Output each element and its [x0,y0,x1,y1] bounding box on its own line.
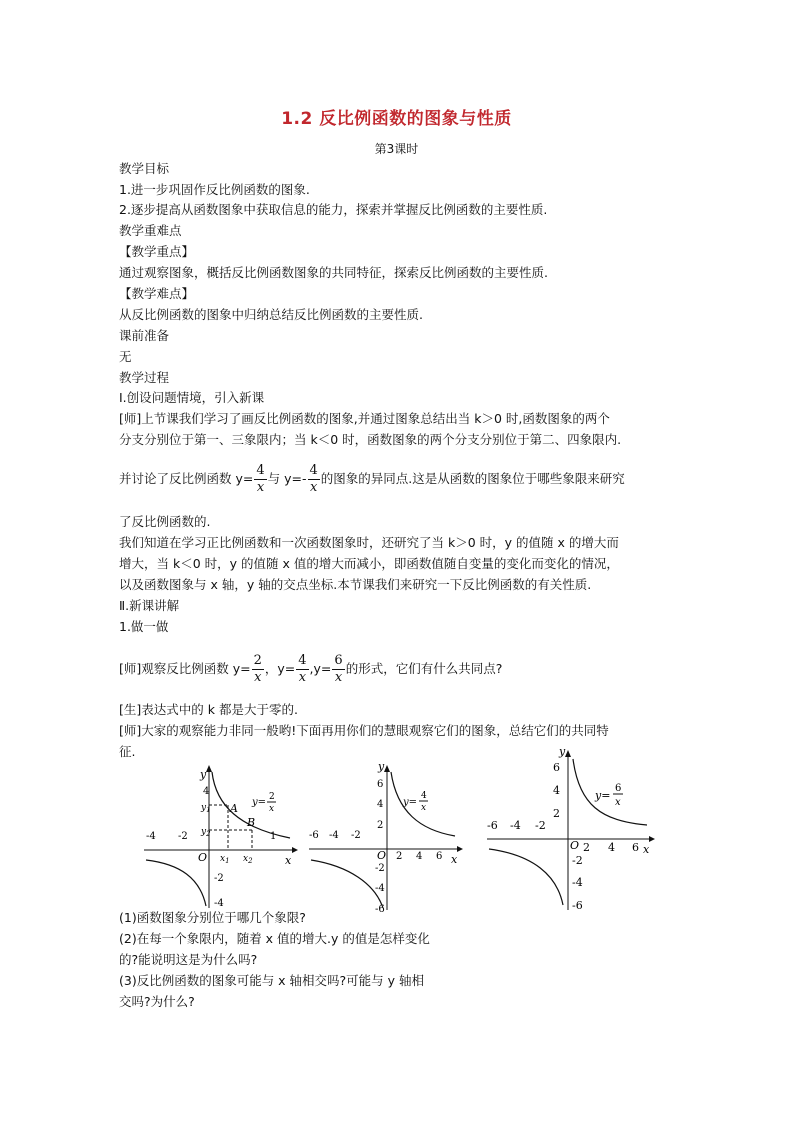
y-tick-label: -2 [214,873,224,884]
origin-label: O [570,839,580,852]
fraction-4-over-x [308,463,320,496]
fraction-6-over-x [332,653,344,686]
fraction-numerator: 2 [253,653,262,668]
key-point-text: 通过观察图象，概括反比例函数图象的共同特征，探索反比例函数的主要性质. [119,265,548,280]
question-2: (2)在每一个象限内，随着 x 值的增大.y 的值是怎样变化 [119,931,430,946]
fraction-numerator: 4 [298,653,307,668]
question-3: (3)反比例函数的图象可能与 x 轴相交吗?可能与 y 轴相 [119,973,425,988]
paragraph-line: [师]上节课我们学习了画反比例函数的图象,并通过图象总结出当 k＞0 时,函数图象的两个 [119,411,610,426]
fraction-numerator: 6 [334,653,343,668]
y-tick-label: -6 [375,904,385,912]
paragraph-line: 分支分别位于第一、三象限内；当 k＜0 时，函数图象的两个分支分别位于第二、四象限内. [119,432,622,447]
section-heading-process: 教学过程 [119,370,170,385]
x-tick-label: -2 [535,819,546,832]
point-b-label: B [247,816,256,829]
text-segment: 的图象的异同点.这是从函数的图象位于哪些象限来研究 [320,471,625,486]
y-tick-label: 4 [203,786,210,797]
y-tick-label: -2 [375,863,385,874]
function-label-denominator: x [615,797,621,808]
x-tick-label: 1 [270,831,277,842]
paragraph-line: [师]大家的观察能力非同一般哟!下面再用你们的慧眼观察它们的图象，总结它们的共同特 [119,723,609,738]
x2-label: $x_2$ [243,854,253,865]
origin-label: O [198,851,208,864]
hyperbola-branch-q3 [146,860,206,906]
x1-label: $x_1$ [220,854,230,865]
text-segment: 与 y=- [267,471,307,486]
fraction-numerator: 4 [309,463,318,478]
x-axis-label: x [643,843,650,856]
y1-label: $y_1$ [201,803,211,814]
text-segment: [师]观察反比例函数 y= [119,661,251,676]
paragraph-line: 了反比例函数的. [119,514,211,529]
paragraph-line: 以及函数图象与 x 轴，y 轴的交点坐标.本节课我们来研究一下反比例函数的有关性质. [119,577,592,592]
paragraph-line: 我们知道在学习正比例函数和一次函数图象时，还研究了当 k＞0 时，y 的值随 x 的增大而 [119,535,619,550]
y-axis-label: y [378,760,385,773]
fraction-denominator: x [256,480,265,495]
fraction-denominator: x [298,670,307,685]
fraction-4-over-x [296,653,308,686]
text-segment: 的形式，它们有什么共同点? [345,661,503,676]
preparation-text: 无 [119,349,132,364]
x-tick-label: 4 [608,841,615,854]
x-tick-label: 2 [396,851,403,862]
question-1: (1)函数图象分别位于哪几个象限? [119,910,306,925]
y-tick-label: 6 [553,761,560,774]
section-heading-preparation: 课前准备 [119,328,170,343]
fraction-denominator: x [334,670,343,685]
hyperbola-branch-q3 [489,849,563,905]
y-axis-label: y [559,745,566,758]
paragraph-line-with-fractions [119,461,625,497]
paragraph-line: 增大，当 k＜0 时，y 的值随 x 值的增大而减小，即函数值随自变量的变化而变化的情况， [119,556,619,571]
x-tick-label: -2 [178,831,188,842]
paragraph-line: [生]表达式中的 k 都是大于零的. [119,702,298,717]
x-tick-label: -4 [510,819,521,832]
function-label: y= [252,797,267,808]
fraction-4-over-x [254,463,266,496]
key-point-label: 【教学重点】 [119,244,195,259]
page-title: 1.2 反比例函数的图象与性质 [281,109,512,129]
function-label-denominator: x [421,803,427,813]
y-tick-label: -4 [214,898,224,909]
point-a-label: A [230,802,238,815]
question-2-continued: 的?能说明这是为什么吗? [119,952,258,967]
x-tick-label: 6 [436,851,443,862]
function-label-numerator: 4 [421,791,427,801]
x-tick-label: -2 [351,830,361,841]
y-axis-arrow [206,765,212,772]
y2-label: $y_2$ [201,827,211,838]
x-tick-label: 6 [632,841,639,854]
y-axis-label: y [200,768,207,781]
origin-label: O [377,849,387,862]
x-tick-label: 2 [583,841,590,854]
x-axis-arrow [457,846,463,852]
y-axis-arrow [384,765,390,772]
graph-y-4-over-x [305,760,465,912]
function-label-denominator: x [269,804,275,814]
activity-heading: 1.做一做 [119,619,169,634]
lesson-number: 第3课时 [374,142,419,156]
objective-1: 1.进一步巩固作反比例函数的图象. [119,182,310,197]
y-tick-label: -4 [375,883,385,894]
text-segment: ,y= [309,661,332,676]
function-label: y= [403,797,418,808]
y-tick-label: 4 [553,784,560,797]
y-axis-arrow [565,750,571,757]
function-label: y= [595,789,611,802]
paragraph-line-with-fractions [119,651,502,687]
x-tick-label: -6 [487,819,498,832]
part-1-heading: Ⅰ.创设问题情境，引入新课 [119,390,265,405]
x-axis-arrow [649,836,655,842]
fraction-numerator: 4 [256,463,265,478]
section-heading-key-points: 教学重难点 [119,223,182,238]
y-tick-label: -4 [572,876,583,889]
text-segment: 并讨论了反比例函数 y= [119,471,254,486]
paragraph-line: 征. [119,744,136,759]
x-tick-label: -6 [309,830,319,841]
y-tick-label: 2 [377,820,384,831]
function-label-numerator: 6 [615,783,622,794]
x-axis-label: x [285,854,292,867]
y-tick-label: 4 [377,799,384,810]
y-tick-label: -6 [572,899,583,912]
question-3-continued: 交吗?为什么? [119,994,195,1009]
x-axis-arrow [292,847,298,853]
text-segment: ，y= [264,661,296,676]
graph-y-6-over-x [483,745,658,913]
hyperbola-branch-q3 [311,860,383,908]
fraction-denominator: x [254,670,262,685]
x-tick-label: -4 [329,830,339,841]
x-tick-label: 4 [416,851,423,862]
objective-2: 2.逐步提高从函数图象中获取信息的能力，探索并掌握反比例函数的主要性质. [119,202,548,217]
part-2-heading: Ⅱ.新课讲解 [119,598,180,613]
graph-y-2-over-x [140,760,300,912]
function-label-numerator: 2 [269,792,275,802]
difficulty-text: 从反比例函数的图象中归纳总结反比例函数的主要性质. [119,307,423,322]
x-tick-label: -4 [146,831,156,842]
fraction-2-over-x [252,653,264,686]
fraction-denominator: x [309,480,318,495]
x-axis-label: x [451,853,458,866]
y-tick-label: 6 [377,779,384,790]
section-heading-objectives: 教学目标 [119,161,170,176]
y-tick-label: 2 [553,807,560,820]
y-tick-label: -2 [572,854,583,867]
difficulty-label: 【教学难点】 [119,286,195,301]
